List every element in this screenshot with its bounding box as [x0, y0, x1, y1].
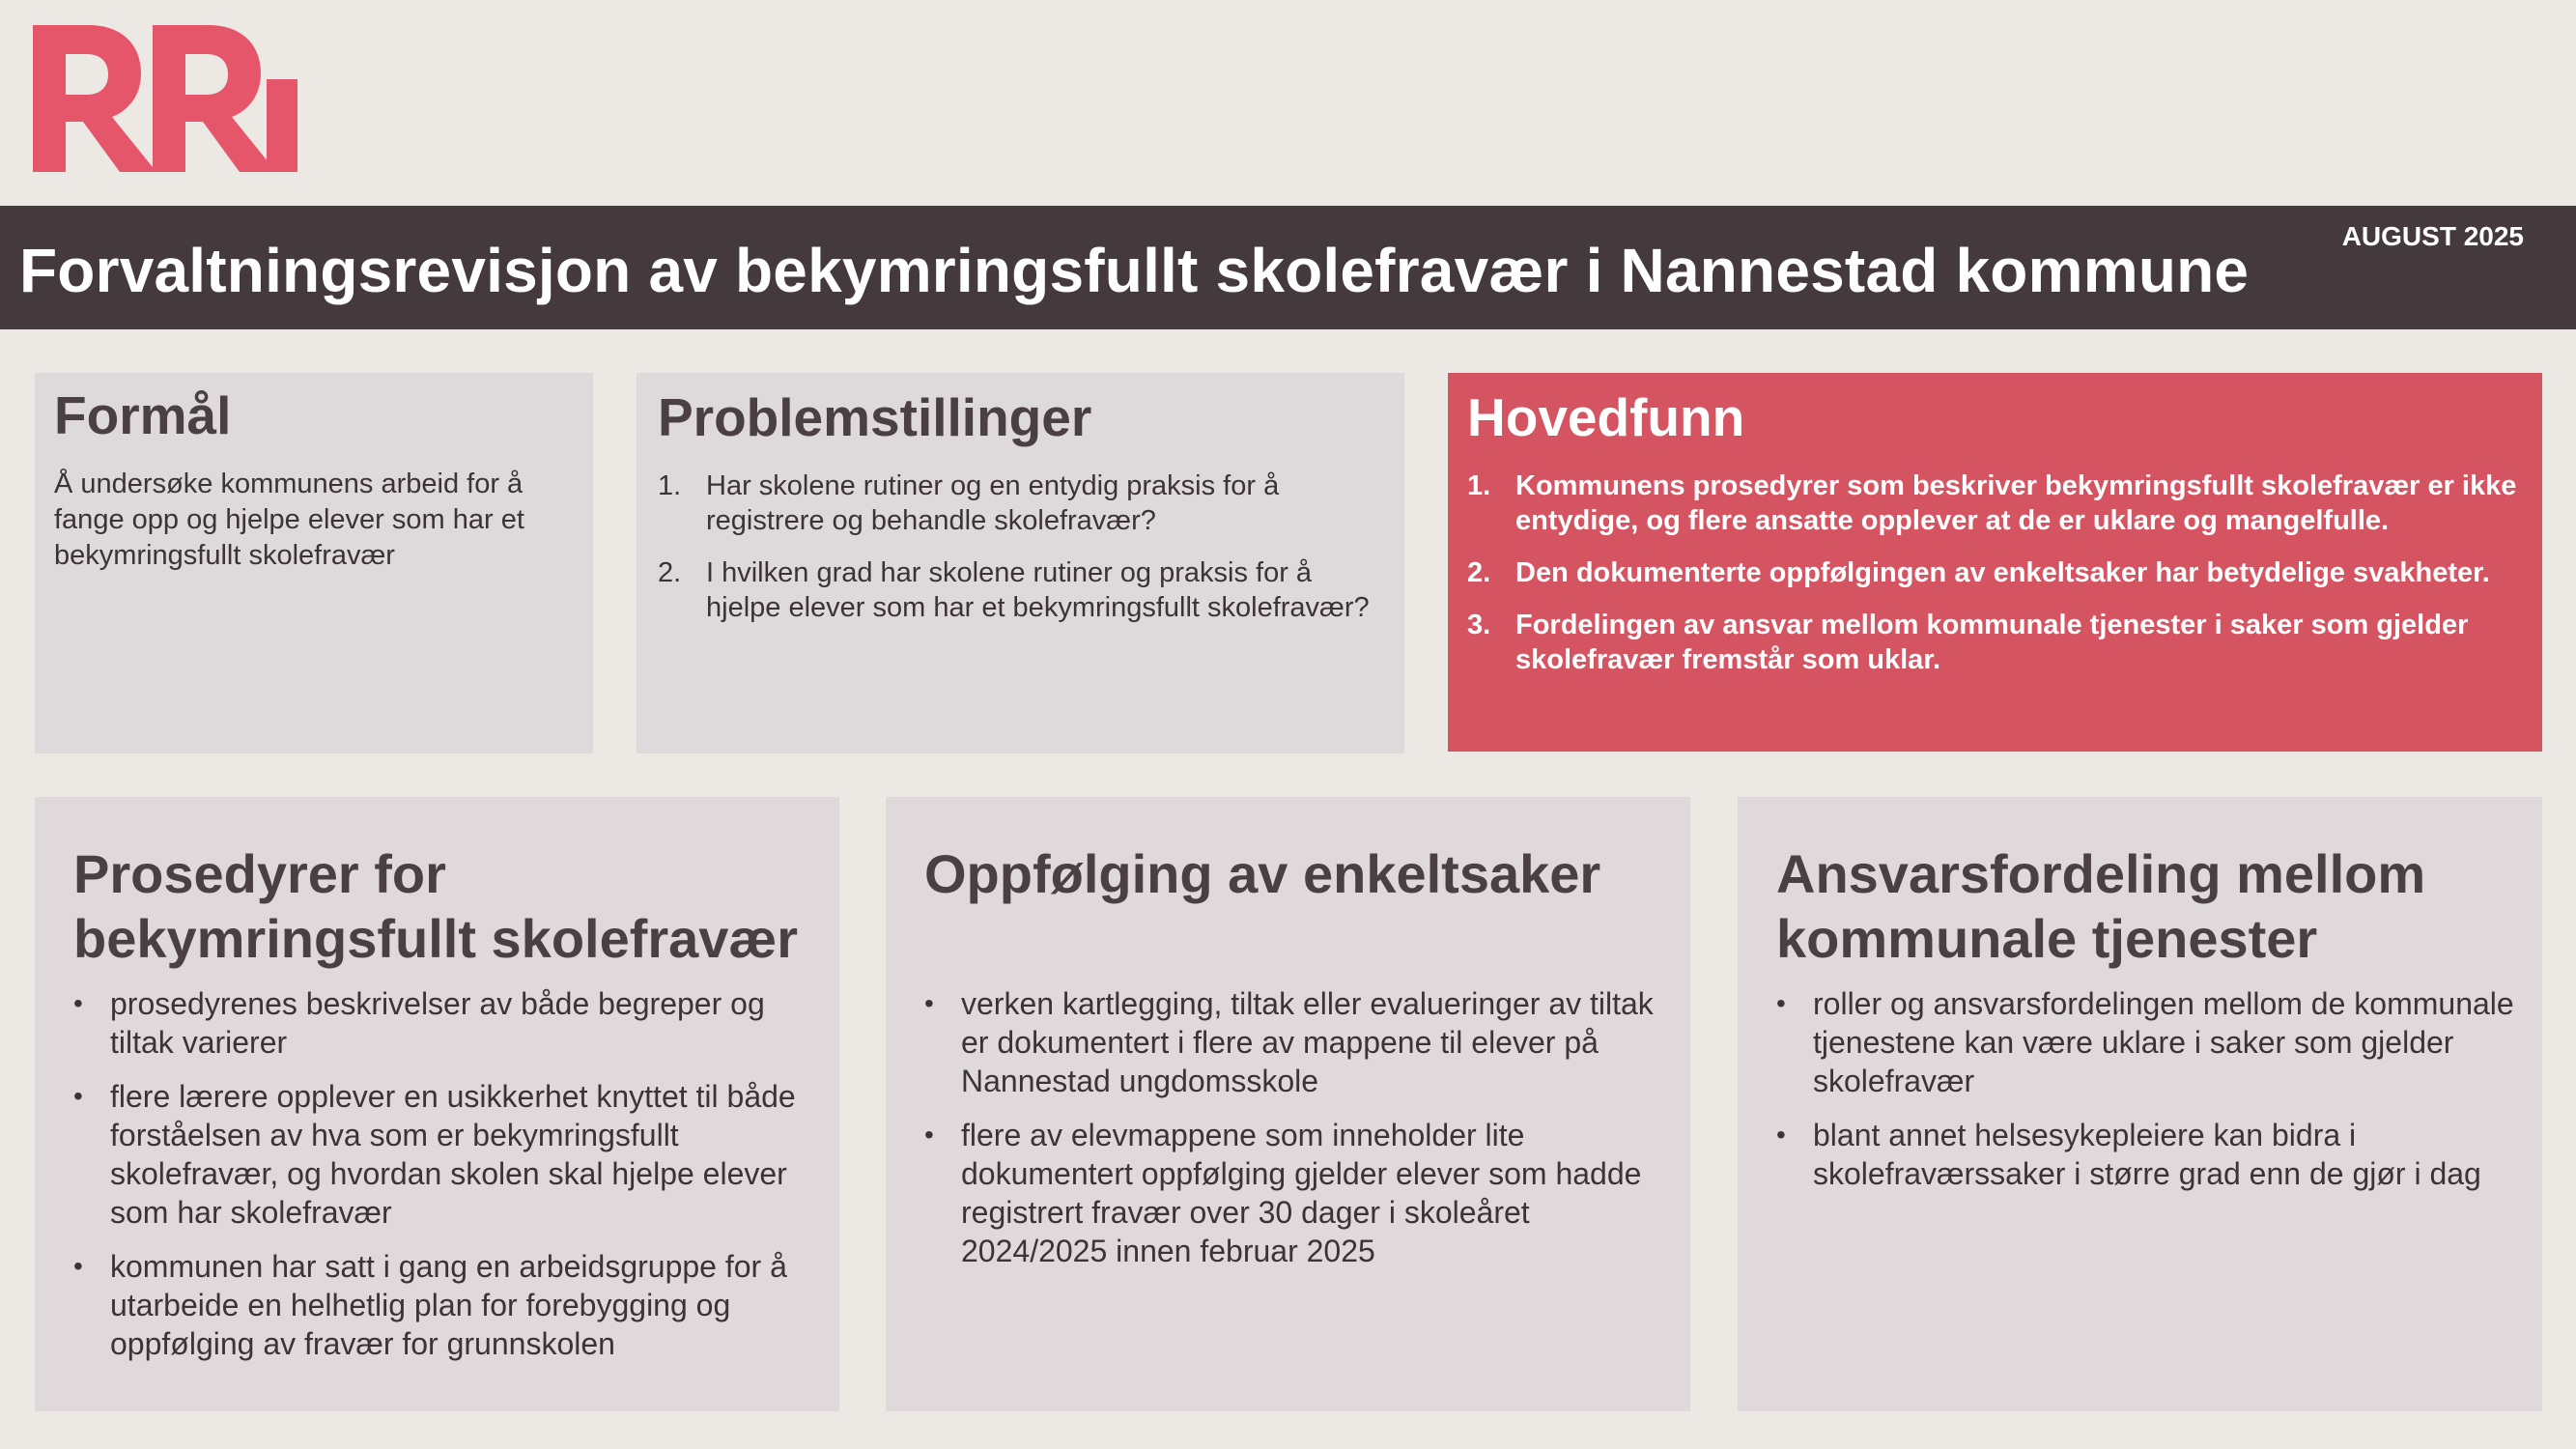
- list-number: 3.: [1467, 609, 1491, 640]
- problem-list: [658, 469, 1383, 625]
- list-text: Har skolene rutiner og en entydig praksis for å registrere og behandle skolefravær?: [706, 469, 1280, 536]
- bullet-item: • flere lærere opplever en usikkerhet knyttet til både forståelsen av hva som er bekymringsfullt skolefravær, og hvordan skolen skal hjelpe elever som har skolefravær: [73, 1077, 803, 1232]
- oppfolging-title: Oppfølging av enkeltsaker: [924, 843, 1601, 904]
- bullet-item: • prosedyrenes beskrivelser av både begreper og tiltak varierer: [73, 984, 803, 1062]
- bullet-item: • roller og ansvarsfordelingen mellom de kommunale tjenestene kan være uklare i saker som gjelder skolefravær: [1776, 984, 2523, 1100]
- list-item: [658, 469, 1383, 538]
- list-item: [1467, 469, 2523, 538]
- list-item: [1467, 555, 2523, 590]
- page-title: Forvaltningsrevisjon av bekymringsfullt skolefravær i Nannestad kommune: [19, 236, 2250, 305]
- ansvar-box: [1738, 797, 2542, 1411]
- list-number: 2.: [1467, 556, 1491, 588]
- hovedfunn-box: [1448, 373, 2542, 752]
- list-item: [658, 555, 1383, 625]
- hovedfunn-list: [1467, 469, 2523, 677]
- bullet-item: • flere av elevmappene som inneholder lite dokumentert oppfølging gjelder elever som hadde registrert fravær over 30 dager i skoleåret 2024/2025 innen februar 2025: [924, 1116, 1671, 1270]
- ansvar-list: [1776, 984, 2523, 1193]
- prosedyrer-box: [35, 797, 839, 1411]
- list-text: I hvilken grad har skolene rutiner og praksis for å hjelpe elever som har et bekymringsfullt skolefravær?: [706, 556, 1370, 623]
- formal-text: Å undersøke kommunens arbeid for å fange opp og hjelpe elever som har et bekymringsfullt skolefravær: [54, 468, 524, 571]
- oppfolging-box: [886, 797, 1690, 1411]
- formal-box: [35, 373, 593, 753]
- list-text: Fordelingen av ansvar mellom kommunale tjenester i saker som gjelder skolefravær fremstår som uklar.: [1515, 609, 2469, 675]
- ansvar-title: Ansvarsfordeling mellom kommunale tjenester: [1776, 843, 2426, 969]
- title-banner: [0, 206, 2576, 329]
- list-number: 1.: [658, 469, 682, 501]
- list-item: [1467, 608, 2523, 677]
- bullet-item: • blant annet helsesykepleiere kan bidra i skolefraværssaker i større grad enn de gjør i dag: [1776, 1116, 2523, 1193]
- bullet-item: • verken kartlegging, tiltak eller evalueringer av tiltak er dokumentert i flere av mappene til elever på Nannestad ungdomsskole: [924, 984, 1671, 1100]
- problem-title: Problemstillinger: [658, 387, 1092, 447]
- oppfolging-list: [924, 984, 1671, 1270]
- list-text: Kommunens prosedyrer som beskriver bekymringsfullt skolefravær er ikke entydige, og flere ansatte opplever at de er uklare og mangelfulle.: [1515, 469, 2517, 536]
- list-number: 2.: [658, 556, 682, 588]
- list-number: 1.: [1467, 469, 1491, 501]
- problem-box: [637, 373, 1404, 753]
- hovedfunn-title: Hovedfunn: [1467, 387, 1745, 447]
- prosedyrer-list: [73, 984, 803, 1363]
- prosedyrer-title: Prosedyrer for bekymringsfullt skolefravær: [73, 843, 799, 969]
- rri-logo: [33, 25, 297, 172]
- report-date: AUGUST 2025: [2341, 221, 2524, 251]
- bullet-item: • kommunen har satt i gang en arbeidsgruppe for å utarbeide en helhetlig plan for forebygging og oppfølging av fravær for grunnskolen: [73, 1247, 803, 1363]
- formal-title: Formål: [54, 385, 232, 445]
- list-text: Den dokumenterte oppfølgingen av enkeltsaker har betydelige svakheter.: [1515, 556, 2490, 588]
